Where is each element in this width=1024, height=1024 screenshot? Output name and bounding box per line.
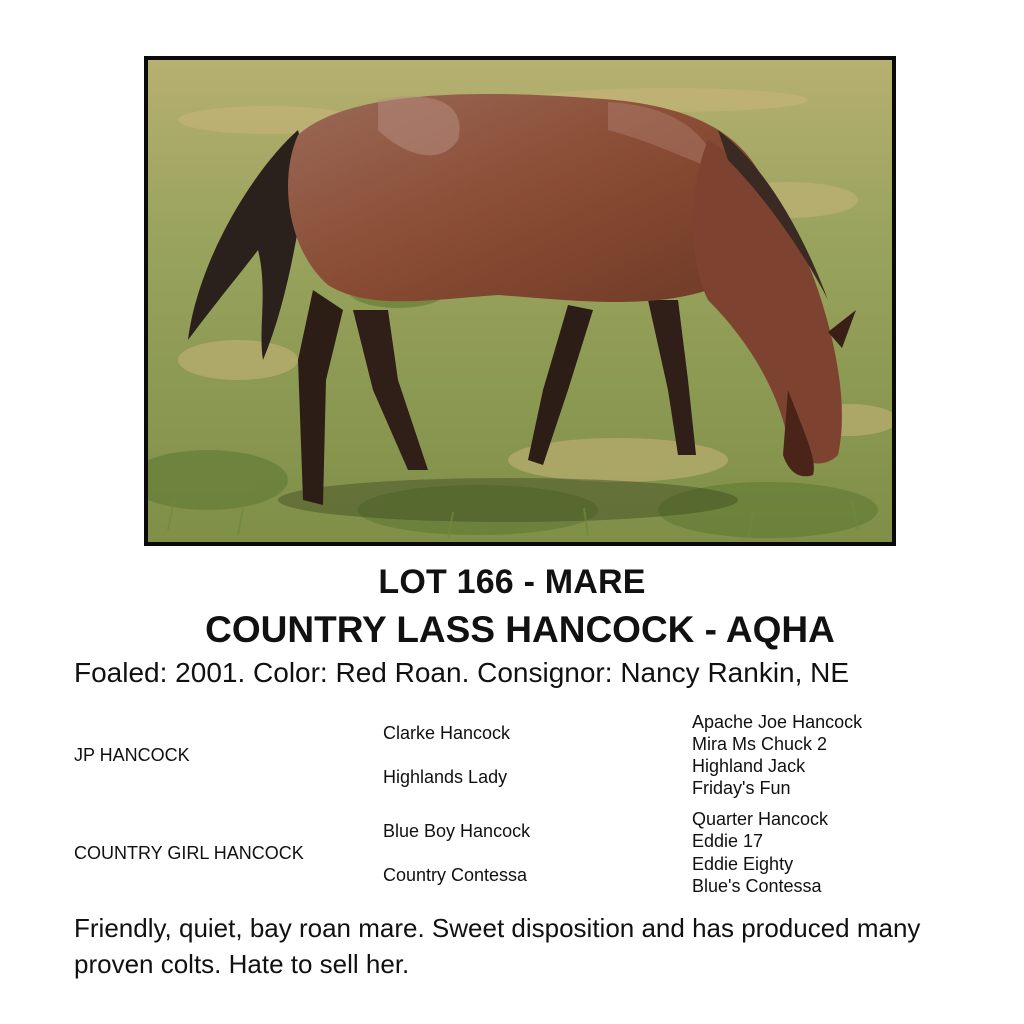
pedigree-gg-3: Highland Jack: [692, 756, 806, 776]
pedigree-dam-dam: Country Contessa: [383, 865, 528, 885]
horse-photo: [144, 56, 896, 546]
pedigree-sire: JP HANCOCK: [74, 745, 190, 765]
pedigree-sire-dam: Highlands Lady: [383, 767, 508, 787]
pedigree-dam-sire: Blue Boy Hancock: [383, 821, 531, 841]
pedigree-gg-7: Eddie Eighty: [692, 854, 794, 874]
pedigree-gg-4: Friday's Fun: [692, 778, 791, 798]
pedigree-gg-2: Mira Ms Chuck 2: [692, 734, 828, 754]
pedigree-sire-sire: Clarke Hancock: [383, 723, 511, 743]
horse-description: Friendly, quiet, bay roan mare. Sweet disposition and has produced many proven colts. Hate to sell her.: [74, 913, 921, 979]
pedigree-dam: COUNTRY GIRL HANCOCK: [74, 843, 304, 863]
pedigree-gg-5: Quarter Hancock: [692, 809, 829, 829]
lot-title: LOT 166 - MARE: [378, 563, 646, 601]
pedigree-gg-1: Apache Joe Hancock: [692, 712, 863, 732]
horse-name: COUNTRY LASS HANCOCK - AQHA: [205, 609, 835, 650]
horse-details: Foaled: 2001. Color: Red Roan. Consignor: Nancy Rankin, NE: [74, 657, 850, 688]
pedigree-gg-8: Blue's Contessa: [692, 876, 822, 896]
pedigree-gg-6: Eddie 17: [692, 831, 764, 851]
